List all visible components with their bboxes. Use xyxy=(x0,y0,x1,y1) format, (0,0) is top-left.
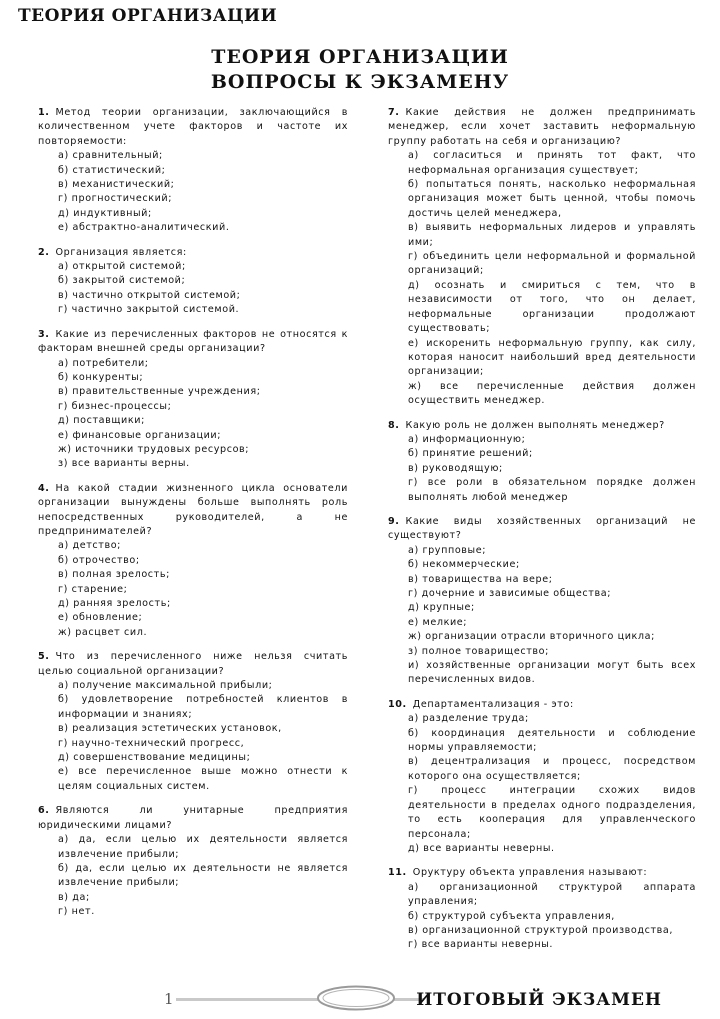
question-text xyxy=(388,515,696,544)
answer-option: д) крупные; xyxy=(408,602,475,614)
answer-option: б) закрытой системой; xyxy=(58,275,186,287)
answer-option: з) полное товарищество; xyxy=(408,645,549,657)
answer-option: г) все варианты неверны. xyxy=(408,939,554,951)
answer-option: в) товарищества на вере; xyxy=(408,573,553,585)
question-text xyxy=(38,804,348,833)
answer-option: а) организационной структурой аппарата управления; xyxy=(408,881,696,908)
page-number: 1 xyxy=(164,990,174,1008)
question-wording: Какие из перечисленных факторов не относятся к факторам внешней среды организации? xyxy=(38,328,348,355)
left-column xyxy=(38,106,348,930)
question-2 xyxy=(38,246,348,318)
question-number: 11. xyxy=(388,867,407,879)
answer-option: г) объединить цели неформальной и формальной организаций; xyxy=(408,251,696,277)
answer-option: а) детство; xyxy=(58,540,122,552)
answer-option: в) организационной структурой производства, xyxy=(408,924,674,936)
answer-option: в) да; xyxy=(58,891,90,903)
answer-option: г) процесс интеграции схожих видов деятельности в пределах одного подразделения, то есть кооперация для управленческого персонала; xyxy=(408,785,696,840)
question-11 xyxy=(388,866,696,952)
answer-option: б) некоммерческие; xyxy=(408,559,520,571)
answer-option: г) все роли в обязательном порядке должен выполнять любой менеджер xyxy=(408,477,696,503)
answer-option: и) хозяйственные организации могут быть всех перечисленных видов. xyxy=(408,660,696,686)
question-number: 9. xyxy=(388,515,400,527)
question-number: 1. xyxy=(38,107,50,118)
question-wording: Какие виды хозяйственных организаций не существуют? xyxy=(388,515,696,542)
answer-option: а) открытой системой; xyxy=(58,261,186,273)
answer-option: б) принятие решений; xyxy=(408,448,533,460)
answer-option: з) все варианты верны. xyxy=(58,458,190,470)
answer-option: в) выявить неформальных лидеров и управлять ими; xyxy=(408,222,696,248)
answer-option: ж) расцвет сил. xyxy=(58,626,148,638)
question-text xyxy=(388,698,696,712)
question-text xyxy=(38,328,348,357)
running-header: ТЕОРИЯ ОРГАНИЗАЦИИ xyxy=(18,6,278,26)
answer-option: б) удовлетворение потребностей клиентов в информации и знаниях; xyxy=(58,694,348,720)
question-number: 10. xyxy=(388,698,407,710)
answer-option: е) искоренить неформальную группу, как силу, которая наносит наибольший вред деятельности организации; xyxy=(408,337,696,378)
question-wording: Что из перечисленного ниже нельзя считать целью социальной организации? xyxy=(38,651,348,677)
question-number: 5. xyxy=(38,651,50,663)
question-text xyxy=(388,866,696,880)
answer-option: б) структурой субъекта управления, xyxy=(408,910,615,922)
answer-option: в) децентрализация и процесс, посредством которого она осуществляется; xyxy=(408,756,696,782)
answer-option: в) руководящую; xyxy=(408,462,503,474)
answer-option: а) получение максимальной прибыли; xyxy=(58,680,273,692)
answer-option: б) попытаться понять, насколько неформальная организация может быть ценной, чтобы помочь достичь целей менеджера, xyxy=(408,179,696,219)
question-5 xyxy=(38,650,348,794)
question-wording: Какую роль не должен выполнять менеджер? xyxy=(405,419,665,431)
answer-option: в) полная зрелость; xyxy=(58,569,170,581)
question-text xyxy=(38,106,348,149)
answer-option: е) обновление; xyxy=(58,612,143,624)
answer-option: г) дочерние и зависимые общества; xyxy=(408,588,612,599)
right-column xyxy=(388,106,696,963)
answer-option: б) статистический; xyxy=(58,164,166,176)
question-number: 4. xyxy=(38,482,50,494)
answer-option: е) финансовые организации; xyxy=(58,429,222,441)
answer-option: г) нет. xyxy=(58,906,95,918)
question-wording: Организация является: xyxy=(55,246,187,258)
answer-option: а) групповые; xyxy=(408,544,487,556)
question-7 xyxy=(388,106,696,409)
answer-option: б) да, если целью их деятельности не является извлечение прибыли; xyxy=(58,862,348,889)
question-text xyxy=(38,650,348,679)
question-8 xyxy=(388,419,696,505)
question-wording: Метод теории организации, заключающийся в количественном учете факторов и частоте их повторяемости: xyxy=(38,107,348,147)
answer-option: д) индуктивный; xyxy=(58,207,152,219)
answer-option: а) разделение труда; xyxy=(408,713,529,725)
answer-option: ж) источники трудовых ресурсов; xyxy=(58,443,250,455)
question-text xyxy=(388,419,696,433)
answer-option: а) да, если целью их деятельности является извлечение прибыли; xyxy=(58,834,348,860)
answer-option: в) правительственные учреждения; xyxy=(58,386,261,398)
answer-option: в) реализация эстетических установок, xyxy=(58,723,282,735)
question-number: 3. xyxy=(38,328,50,340)
question-wording: Являются ли унитарные предприятия юридическими лицами? xyxy=(38,805,348,831)
question-number: 8. xyxy=(388,419,400,431)
question-3 xyxy=(38,328,348,472)
answer-option: а) информационную; xyxy=(408,433,526,445)
question-1 xyxy=(38,106,348,236)
question-wording: На какой стадии жизненного цикла основатели организации вынуждены больше выполнять роль непосредственных руководителей, а не предпринимателей? xyxy=(38,482,348,537)
question-number: 7. xyxy=(388,107,400,118)
question-text xyxy=(38,482,348,540)
question-number: 6. xyxy=(38,805,50,817)
answer-option: а) потребители; xyxy=(58,357,149,369)
answer-option: г) частично закрытой системой. xyxy=(58,304,240,316)
answer-option: д) поставщики; xyxy=(58,415,145,427)
question-9 xyxy=(388,515,696,688)
answer-option: е) все перечисленное выше можно отнести к целям социальных систем. xyxy=(58,766,348,792)
question-6 xyxy=(38,804,348,919)
answer-option: д) совершенствование медицины; xyxy=(58,752,251,764)
answer-option: г) научно-технический прогресс, xyxy=(58,737,245,749)
answer-option: г) прогностический; xyxy=(58,193,173,205)
exam-label: ИТОГОВЫЙ ЭКЗАМЕН xyxy=(416,990,662,1010)
question-text xyxy=(38,246,348,260)
answer-option: ж) все перечисленные действия должен осуществить менеджер. xyxy=(408,380,696,407)
answer-option: е) мелкие; xyxy=(408,616,468,628)
title-line-2: ВОПРОСЫ К ЭКЗАМЕНУ xyxy=(210,71,510,93)
answer-option: г) старение; xyxy=(58,583,128,595)
question-wording: Департаментализация - это: xyxy=(412,698,574,710)
answer-option: д) ранняя зрелость; xyxy=(58,598,171,609)
answer-option: б) конкуренты; xyxy=(58,371,144,383)
title-line-1: ТЕОРИЯ ОРГАНИЗАЦИИ xyxy=(211,46,509,68)
question-4 xyxy=(38,482,348,640)
answer-option: а) согласиться и принять тот факт, что неформальная организация существует; xyxy=(408,150,696,176)
logo-icon xyxy=(316,985,396,1011)
answer-option: б) координация деятельности и соблюдение нормы управляемости; xyxy=(408,727,696,754)
answer-option: д) осознать и смириться с тем, что в независимости от того, что он делает, неформальные организации продолжают существовать; xyxy=(408,279,696,335)
answer-option: е) абстрактно-аналитический. xyxy=(58,222,230,234)
question-wording: Какие действия не должен предпринимать менеджер, если хочет заставить неформальную группу работать на себя и организацию? xyxy=(388,107,696,147)
question-10 xyxy=(388,698,696,856)
answer-option: ж) организации отрасли вторичного цикла; xyxy=(408,631,655,643)
answer-option: г) бизнес-процессы; xyxy=(58,400,172,412)
page-title xyxy=(0,45,720,95)
answer-option: б) отрочество; xyxy=(58,554,140,566)
answer-option: в) частично открытой системой; xyxy=(58,289,241,301)
answer-option: а) сравнительный; xyxy=(58,150,163,162)
answer-option: д) все варианты неверны. xyxy=(408,842,555,854)
question-wording: Оруктуру объекта управления называют: xyxy=(412,867,648,879)
question-number: 2. xyxy=(38,246,50,258)
answer-option: в) механистический; xyxy=(58,179,175,191)
question-text xyxy=(388,106,696,149)
